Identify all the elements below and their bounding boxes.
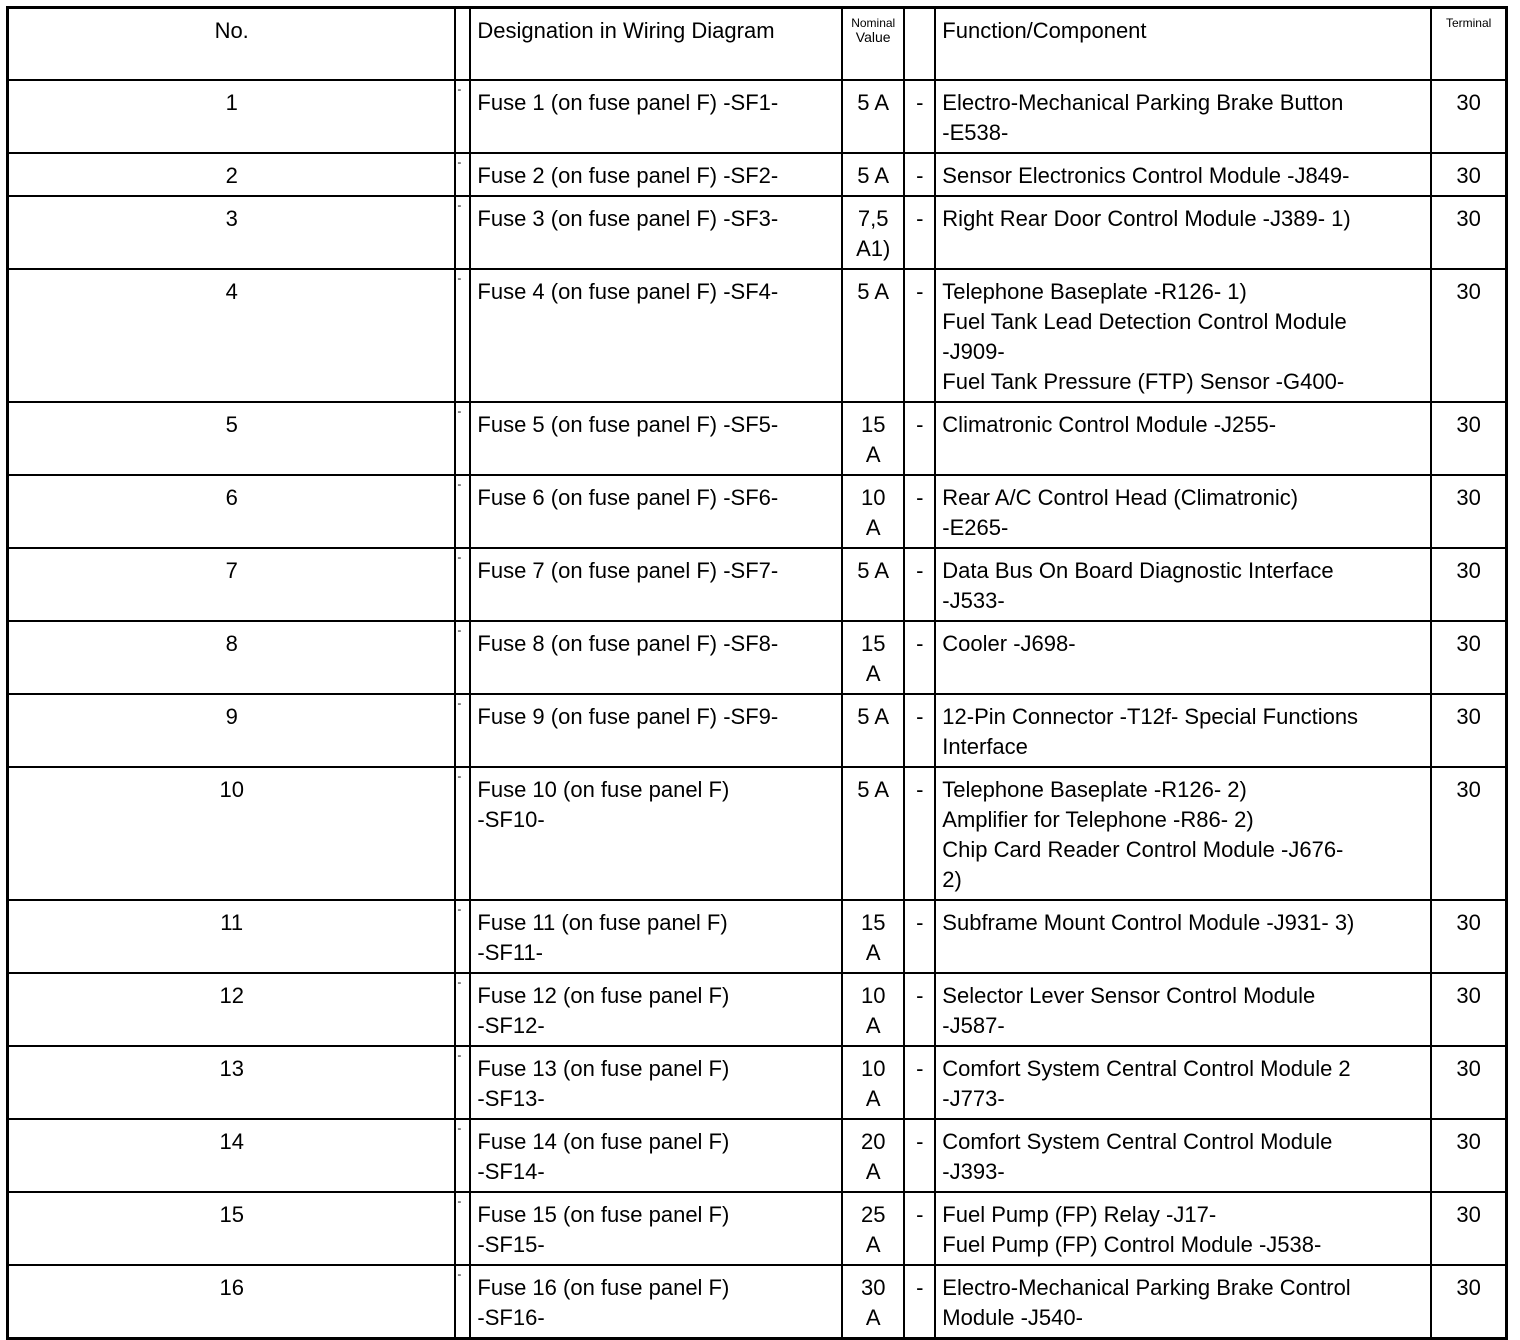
cell-function: Subframe Mount Control Module -J931- 3) (935, 900, 1431, 973)
cell-function: Climatronic Control Module -J255- (935, 402, 1431, 475)
cell-terminal: 30 (1431, 269, 1506, 402)
cell-dash: - (904, 767, 935, 900)
cell-terminal: 30 (1431, 402, 1506, 475)
table-row (8, 621, 1507, 694)
cell-value: 5 A (842, 548, 904, 621)
header-row (8, 8, 1507, 80)
cell-dash: - (904, 402, 935, 475)
cell-terminal: 30 (1431, 153, 1506, 196)
table-row (8, 1265, 1507, 1339)
cell-mark: - (455, 153, 470, 196)
cell-function: Electro-Mechanical Parking Brake Button -E538- (935, 80, 1431, 153)
fuse-table-body (8, 80, 1507, 1339)
cell-designation: Fuse 14 (on fuse panel F) -SF14- (470, 1119, 842, 1192)
table-row (8, 767, 1507, 900)
cell-dash: - (904, 269, 935, 402)
cell-designation: Fuse 5 (on fuse panel F) -SF5- (470, 402, 842, 475)
cell-designation: Fuse 9 (on fuse panel F) -SF9- (470, 694, 842, 767)
table-row (8, 269, 1507, 402)
cell-value: 15 A (842, 402, 904, 475)
cell-value: 5 A (842, 767, 904, 900)
table-row (8, 1119, 1507, 1192)
table-row (8, 694, 1507, 767)
cell-terminal: 30 (1431, 621, 1506, 694)
cell-function: 12-Pin Connector -T12f- Special Functions Interface (935, 694, 1431, 767)
cell-value: 5 A (842, 153, 904, 196)
cell-no: 9 (8, 694, 456, 767)
cell-mark: - (455, 900, 470, 973)
cell-terminal: 30 (1431, 973, 1506, 1046)
cell-designation: Fuse 3 (on fuse panel F) -SF3- (470, 196, 842, 269)
table-row (8, 80, 1507, 153)
header-terminal: Terminal (1431, 8, 1506, 80)
cell-no: 2 (8, 153, 456, 196)
header-nominal-line1: Nominal (851, 16, 896, 30)
cell-no: 7 (8, 548, 456, 621)
cell-function: Sensor Electronics Control Module -J849- (935, 153, 1431, 196)
cell-terminal: 30 (1431, 1265, 1506, 1339)
cell-no: 12 (8, 973, 456, 1046)
cell-value: 30 A (842, 1265, 904, 1339)
cell-terminal: 30 (1431, 475, 1506, 548)
cell-terminal: 30 (1431, 767, 1506, 900)
cell-designation: Fuse 12 (on fuse panel F) -SF12- (470, 973, 842, 1046)
cell-dash: - (904, 900, 935, 973)
cell-dash: - (904, 1046, 935, 1119)
cell-value: 15 A (842, 900, 904, 973)
cell-mark: - (455, 80, 470, 153)
cell-value: 20 A (842, 1119, 904, 1192)
cell-dash: - (904, 1192, 935, 1265)
cell-no: 13 (8, 1046, 456, 1119)
cell-function: Cooler -J698- (935, 621, 1431, 694)
cell-mark: - (455, 973, 470, 1046)
cell-dash: - (904, 153, 935, 196)
cell-value: 10 A (842, 973, 904, 1046)
cell-no: 1 (8, 80, 456, 153)
cell-dash: - (904, 196, 935, 269)
cell-dash: - (904, 694, 935, 767)
cell-mark: - (455, 694, 470, 767)
fuse-table (6, 6, 1508, 1340)
cell-terminal: 30 (1431, 694, 1506, 767)
cell-mark: - (455, 196, 470, 269)
cell-no: 15 (8, 1192, 456, 1265)
cell-mark: - (455, 475, 470, 548)
cell-dash: - (904, 621, 935, 694)
cell-no: 3 (8, 196, 456, 269)
cell-value: 10 A (842, 1046, 904, 1119)
cell-no: 4 (8, 269, 456, 402)
cell-no: 5 (8, 402, 456, 475)
table-row (8, 402, 1507, 475)
cell-function: Telephone Baseplate -R126- 2) Amplifier for Telephone -R86- 2) Chip Card Reader Control Module -J676- 2) (935, 767, 1431, 900)
cell-mark: - (455, 1119, 470, 1192)
cell-mark: - (455, 1265, 470, 1339)
table-row (8, 973, 1507, 1046)
cell-dash: - (904, 548, 935, 621)
table-row (8, 1046, 1507, 1119)
cell-mark: - (455, 1192, 470, 1265)
cell-designation: Fuse 16 (on fuse panel F) -SF16- (470, 1265, 842, 1339)
cell-terminal: 30 (1431, 1119, 1506, 1192)
cell-dash: - (904, 1265, 935, 1339)
cell-function: Electro-Mechanical Parking Brake Control Module -J540- (935, 1265, 1431, 1339)
cell-value: 5 A (842, 269, 904, 402)
cell-mark: - (455, 402, 470, 475)
cell-designation: Fuse 2 (on fuse panel F) -SF2- (470, 153, 842, 196)
table-row (8, 153, 1507, 196)
cell-mark: - (455, 1046, 470, 1119)
cell-function: Selector Lever Sensor Control Module -J587- (935, 973, 1431, 1046)
cell-value: 10 A (842, 475, 904, 548)
cell-designation: Fuse 10 (on fuse panel F) -SF10- (470, 767, 842, 900)
cell-terminal: 30 (1431, 80, 1506, 153)
cell-no: 10 (8, 767, 456, 900)
header-no: No. (8, 8, 456, 80)
cell-terminal: 30 (1431, 196, 1506, 269)
cell-value: 25 A (842, 1192, 904, 1265)
header-dash (904, 8, 935, 80)
cell-mark: - (455, 269, 470, 402)
header-nominal-value (842, 8, 904, 80)
cell-designation: Fuse 11 (on fuse panel F) -SF11- (470, 900, 842, 973)
cell-designation: Fuse 7 (on fuse panel F) -SF7- (470, 548, 842, 621)
cell-dash: - (904, 80, 935, 153)
header-nominal-line2: Value (855, 29, 891, 45)
cell-dash: - (904, 1119, 935, 1192)
cell-designation: Fuse 1 (on fuse panel F) -SF1- (470, 80, 842, 153)
cell-designation: Fuse 13 (on fuse panel F) -SF13- (470, 1046, 842, 1119)
cell-designation: Fuse 8 (on fuse panel F) -SF8- (470, 621, 842, 694)
cell-value: 5 A (842, 80, 904, 153)
cell-dash: - (904, 475, 935, 548)
cell-mark: - (455, 621, 470, 694)
table-row (8, 196, 1507, 269)
cell-function: Fuel Pump (FP) Relay -J17- Fuel Pump (FP) Control Module -J538- (935, 1192, 1431, 1265)
cell-function: Right Rear Door Control Module -J389- 1) (935, 196, 1431, 269)
cell-no: 11 (8, 900, 456, 973)
cell-function: Telephone Baseplate -R126- 1) Fuel Tank Lead Detection Control Module -J909- Fuel Tank Pressure (FTP) Sensor -G400- (935, 269, 1431, 402)
cell-terminal: 30 (1431, 900, 1506, 973)
table-row (8, 475, 1507, 548)
cell-function: Rear A/C Control Head (Climatronic) -E265- (935, 475, 1431, 548)
cell-function: Data Bus On Board Diagnostic Interface -J533- (935, 548, 1431, 621)
cell-function: Comfort System Central Control Module -J393- (935, 1119, 1431, 1192)
table-row (8, 900, 1507, 973)
cell-designation: Fuse 4 (on fuse panel F) -SF4- (470, 269, 842, 402)
cell-terminal: 30 (1431, 548, 1506, 621)
cell-terminal: 30 (1431, 1046, 1506, 1119)
cell-no: 14 (8, 1119, 456, 1192)
cell-mark: - (455, 767, 470, 900)
header-spacer (455, 8, 470, 80)
table-row (8, 1192, 1507, 1265)
cell-no: 8 (8, 621, 456, 694)
cell-no: 6 (8, 475, 456, 548)
cell-designation: Fuse 6 (on fuse panel F) -SF6- (470, 475, 842, 548)
table-row (8, 548, 1507, 621)
cell-function: Comfort System Central Control Module 2 -J773- (935, 1046, 1431, 1119)
cell-value: 5 A (842, 694, 904, 767)
cell-designation: Fuse 15 (on fuse panel F) -SF15- (470, 1192, 842, 1265)
header-designation: Designation in Wiring Diagram (470, 8, 842, 80)
cell-value: 7,5 A1) (842, 196, 904, 269)
header-function: Function/Component (935, 8, 1431, 80)
cell-dash: - (904, 973, 935, 1046)
cell-value: 15 A (842, 621, 904, 694)
cell-mark: - (455, 548, 470, 621)
cell-terminal: 30 (1431, 1192, 1506, 1265)
cell-no: 16 (8, 1265, 456, 1339)
